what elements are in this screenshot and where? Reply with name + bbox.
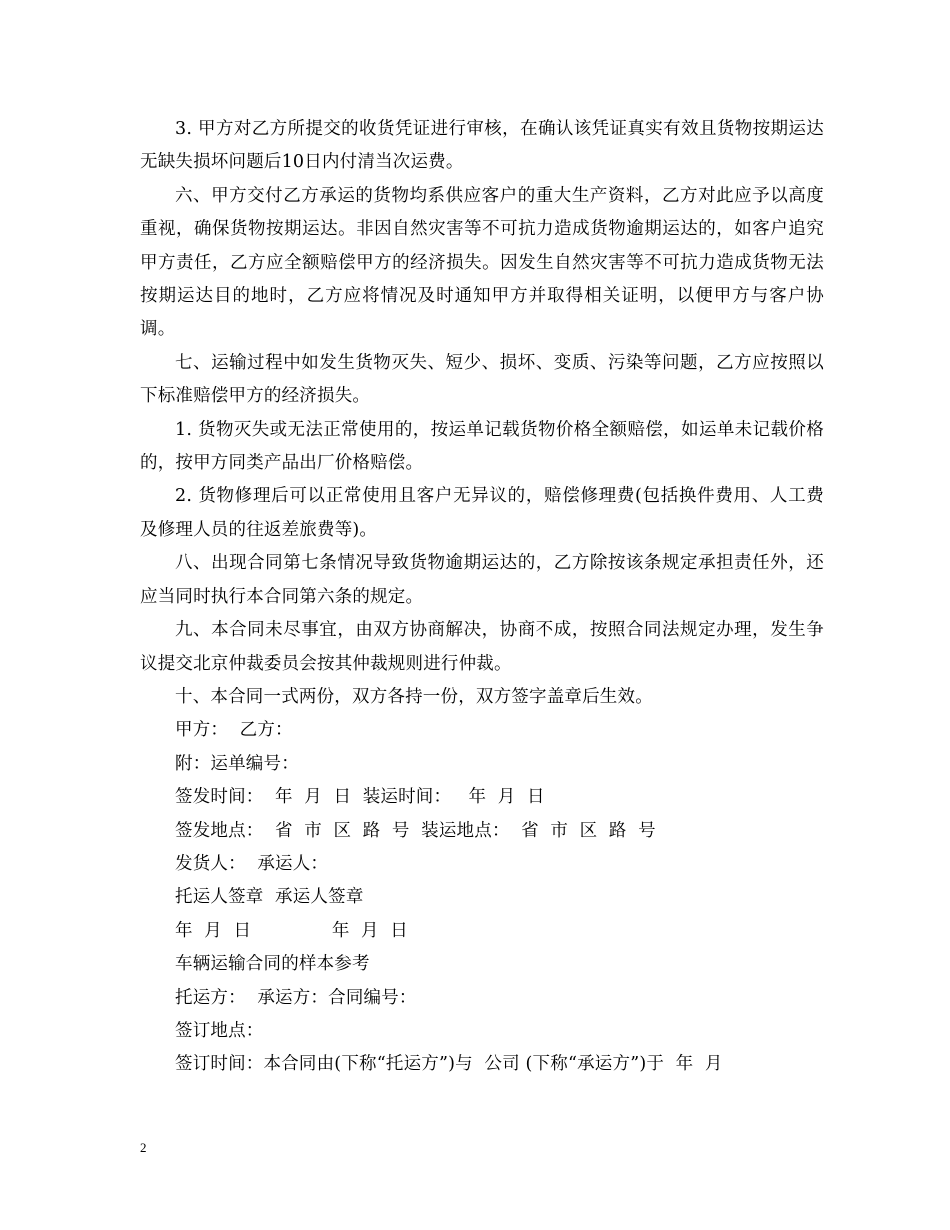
issue-place-line: 签发地点： 省 市 区 路 号 装运地点： 省 市 区 路 号 (175, 820, 656, 841)
issue-time-line: 签发时间： 年 月 日 装运时间： 年 月 日 (175, 787, 545, 808)
party-line: 甲方： 乙方： (175, 720, 293, 741)
page-number: 2 (140, 1140, 147, 1155)
paragraph-clause-7: 七、运输过程中如发生货物灭失、短少、损坏、变质、污染等问题，乙方应按照以下标准赔偿甲方的经济损失。 (140, 352, 824, 407)
consignor-line: 托运方： 承运方：合同编号： (175, 987, 417, 1008)
paragraph-7-1: 1. 货物灭失或无法正常使用的，按运单记载货物价格全额赔偿，如运单未记载价格的，按甲方同类产品出厂价格赔偿。 (140, 419, 824, 474)
shipper-carrier-line: 发货人： 承运人： (175, 853, 329, 874)
document-body (140, 113, 824, 1082)
paragraph-7-2: 2. 货物修理后可以正常使用且客户无异议的，赔偿修理费(包括换件费用、人工费及修理人员的往返差旅费等)。 (140, 486, 824, 540)
waybill-number-line: 附：运单编号： (175, 753, 299, 774)
paragraph-3-payment: 3. 甲方对乙方所提交的收货凭证进行审核，在确认该凭证真实有效且货物按期运达无缺失损坏问题后10日内付清当次运费。 (140, 119, 824, 173)
date-line: 年 月 日 年 月 日 (175, 920, 408, 941)
paragraph-clause-9: 九、本合同未尽事宜，由双方协商解决，协商不成，按照合同法规定办理，发生争议提交北京仲裁委员会按其仲裁规则进行仲裁。 (140, 620, 824, 674)
section-heading: 车辆运输合同的样本参考 (175, 954, 370, 975)
paragraph-clause-10: 十、本合同一式两份，双方各持一份，双方签字盖章后生效。 (175, 686, 653, 707)
signing-time-line: 签订时间：本合同由(下称“托运方”)与 公司 (下称“承运方”)于 年 月 (175, 1054, 723, 1075)
signature-line: 托运人签章 承运人签章 (175, 887, 364, 908)
paragraph-clause-6: 六、甲方交付乙方承运的货物均系供应客户的重大生产资料，乙方对此应予以高度重视，确保货物按期运达。非因自然灾害等不可抗力造成货物逾期运达的，如客户追究甲方责任，乙方应全额赔偿甲方的经济损失。因发生自然灾害等不可抗力造成货物无法按期运达目的地时，乙方应将情况及时通知甲方并取得相关证明，以便甲方与客户协调。 (140, 185, 824, 340)
paragraph-clause-8: 八、出现合同第七条情况导致货物逾期运达的，乙方除按该条规定承担责任外，还应当同时执行本合同第六条的规定。 (140, 553, 824, 607)
signing-place-line: 签订地点： (175, 1020, 264, 1041)
